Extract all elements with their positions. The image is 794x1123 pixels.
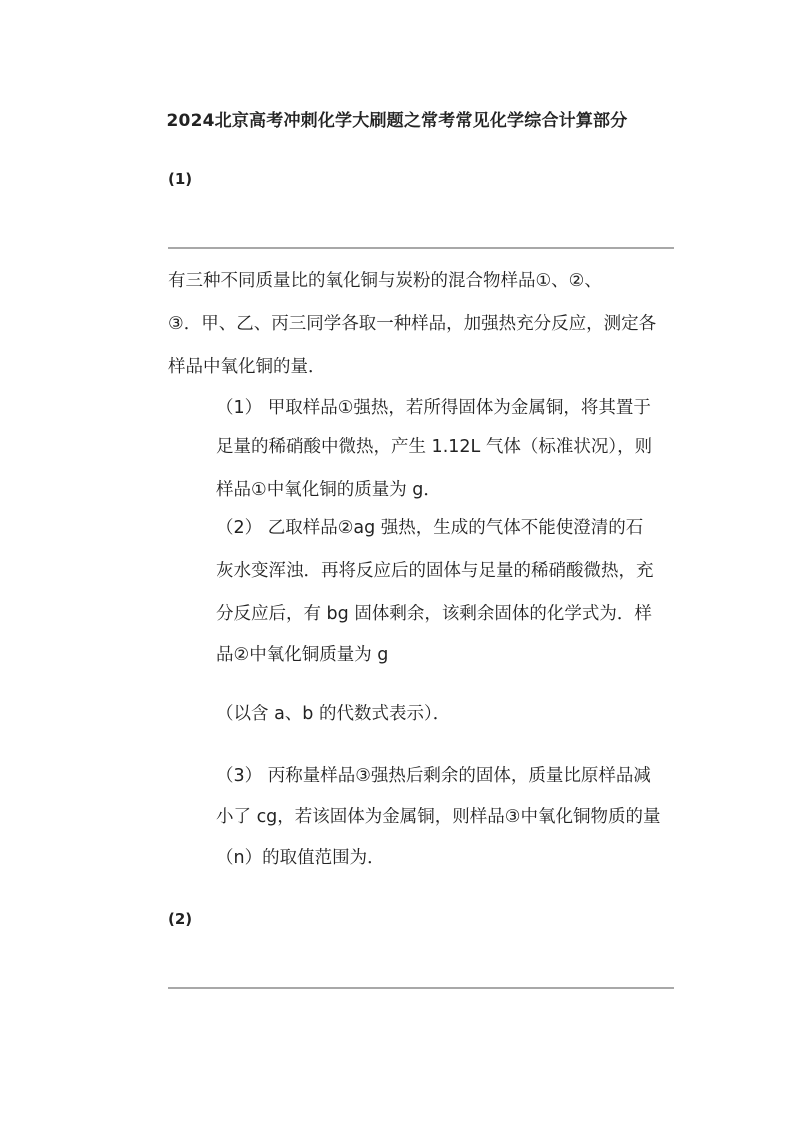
intro-line-1: 有三种不同质量比的氧化铜与炭粉的混合物样品①、②、 xyxy=(168,271,602,291)
q2-line-2: 灰水变浑浊．再将反应后的固体与足量的稀硝酸微热，充 xyxy=(216,561,654,581)
q1-line-2: 足量的稀硝酸中微热，产生 1.12L 气体（标准状况），则 xyxy=(216,437,653,457)
page-title: 2024北京高考冲刺化学大刷题之常考常见化学综合计算部分 xyxy=(166,111,628,131)
section-2-divider xyxy=(168,987,674,989)
section-1-label: (1) xyxy=(168,170,193,188)
q2-line-1: （2） 乙取样品②ag 强热，生成的气体不能使澄清的石 xyxy=(216,518,644,538)
q3-line-2: 小了 cg，若该固体为金属铜，则样品③中氧化铜物质的量 xyxy=(216,807,661,827)
intro-line-3: 样品中氧化铜的量． xyxy=(168,357,326,377)
q3-line-1: （3） 丙称量样品③强热后剩余的固体，质量比原样品减 xyxy=(216,766,651,786)
q2-line-3: 分反应后，有 bg 固体剩余，该剩余固体的化学式为．样 xyxy=(216,604,652,624)
q1-line-3: 样品①中氧化铜的质量为 g． xyxy=(216,480,441,500)
section-1-divider xyxy=(168,247,674,249)
intro-line-2: ③．甲、乙、丙三同学各取一种样品，加强热充分反应，测定各 xyxy=(168,314,657,334)
q3-line-3: （n）的取值范围为． xyxy=(216,848,385,868)
section-2-label: (2) xyxy=(168,910,193,928)
q2-line-4: 品②中氧化铜质量为 g xyxy=(216,645,389,665)
q1-line-1: （1） 甲取样品①强热，若所得固体为金属铜，将其置于 xyxy=(216,398,651,418)
q2-note: （以含 a、b 的代数式表示）． xyxy=(216,704,451,724)
